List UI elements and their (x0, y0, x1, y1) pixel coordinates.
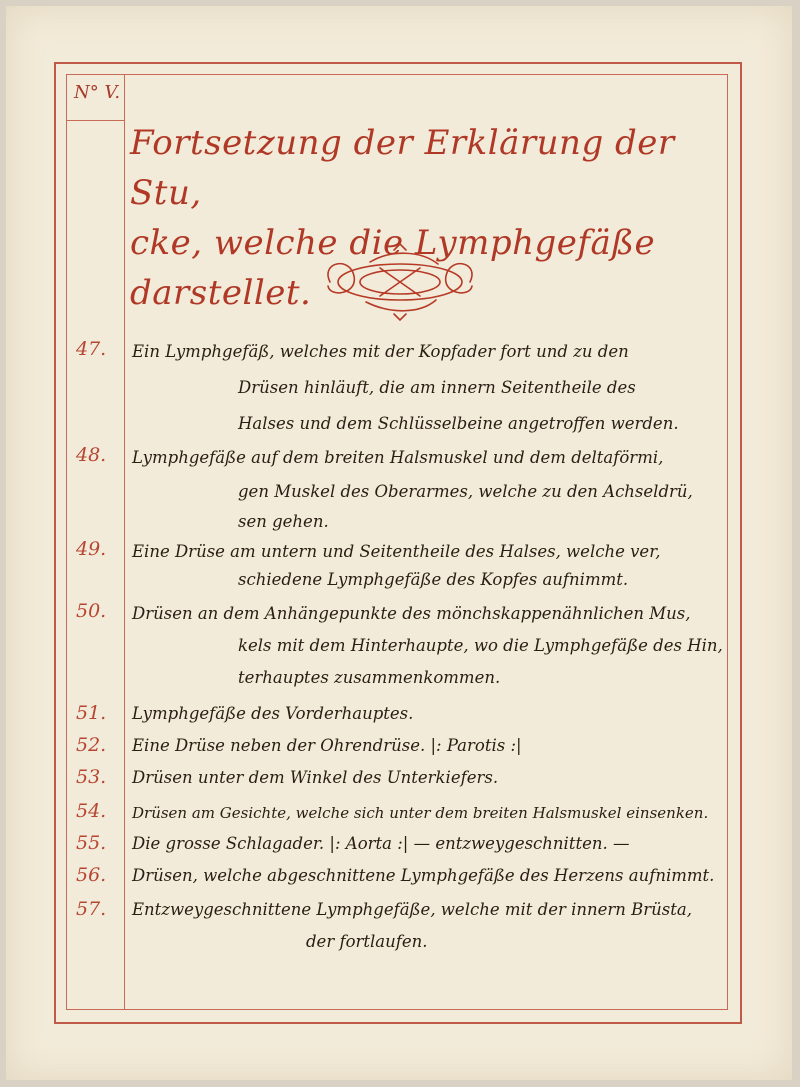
entry-line: Drüsen am Gesichte, welche sich unter dem breiten Halsmuskel einsenken. (132, 804, 709, 822)
entry-number: 54. (76, 800, 107, 822)
entry-number: 51. (76, 702, 107, 724)
entry-line: sen gehen. (238, 512, 329, 531)
entry-line: Entzweygeschnittene Lymphgefäße, welche mit der innern Brüsta, (132, 900, 692, 919)
entry-line: Drüsen hinläuft, die am innern Seitentheile des (238, 378, 636, 397)
entry-line: Die grosse Schlagader. |: Aorta :| — entzweygeschnitten. — (132, 834, 630, 853)
title-line-1: Fortsetzung der Erklärung der Stu, (130, 123, 675, 213)
entry-number: 56. (76, 864, 107, 886)
entry-line: Lymphgefäße auf dem breiten Halsmuskel und dem deltaförmi, (132, 448, 664, 467)
entry-line: terhauptes zusammenkommen. (238, 668, 501, 687)
entry-number: 50. (76, 600, 107, 622)
entry-number: 52. (76, 734, 107, 756)
entry-line: Halses und dem Schlüsselbeine angetroffen werden. (238, 414, 679, 433)
calligraphic-flourish-icon (310, 242, 490, 322)
plate-number: N° V. (74, 82, 121, 103)
entry-number: 57. (76, 898, 107, 920)
entry-line: der fortlaufen. (306, 932, 428, 951)
entry-line: Ein Lymphgefäß, welches mit der Kopfader fort und zu den (132, 342, 629, 361)
entry-number: 49. (76, 538, 107, 560)
entry-line: gen Muskel des Oberarmes, welche zu den Achseldrü, (238, 482, 693, 501)
entry-number: 53. (76, 766, 107, 788)
entry-number: 55. (76, 832, 107, 854)
entry-line: Eine Drüse neben der Ohrendrüse. |: Parotis :| (132, 736, 522, 755)
entry-line: schiedene Lymphgefäße des Kopfes aufnimmt. (238, 570, 629, 589)
entry-line: Lymphgefäße des Vorderhauptes. (132, 704, 414, 723)
title-line-2: cke, welche die Lymphgefäße darstellet. (130, 223, 656, 313)
entry-line: Drüsen, welche abgeschnittene Lymphgefäße des Herzens aufnimmt. (132, 866, 715, 885)
entry-number: 48. (76, 444, 107, 466)
entry-line: Eine Drüse am untern und Seitentheile des Halses, welche ver, (132, 542, 661, 561)
entry-line: kels mit dem Hinterhaupte, wo die Lymphgefäße des Hin, (238, 636, 723, 655)
entry-line: Drüsen an dem Anhängepunkte des mönchskappenähnlichen Mus, (132, 604, 691, 623)
entry-number: 47. (76, 338, 107, 360)
entry-line: Drüsen unter dem Winkel des Unterkiefers. (132, 768, 499, 787)
